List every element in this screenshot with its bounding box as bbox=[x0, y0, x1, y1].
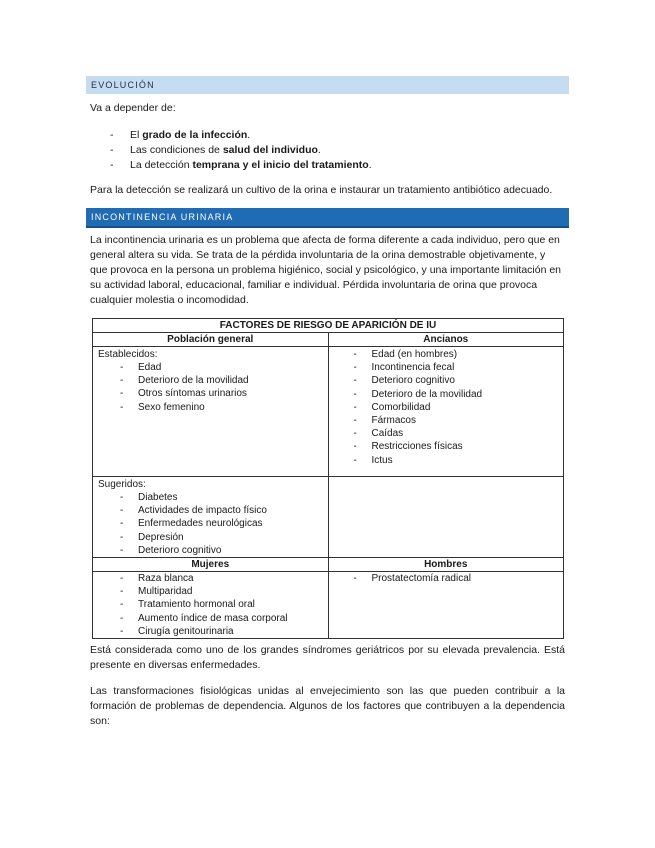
after-table-paragraph-2: Las transformaciones fisiológicas unidas al envejecimiento son las que pueden contribuir a la formación de problemas de dependencia. Algunos de los factores que contribuyen a la dependencia son: bbox=[90, 685, 565, 727]
col-header-mujeres: Mujeres bbox=[93, 558, 329, 572]
list-item: - Deterioro cognitivo bbox=[98, 544, 323, 557]
list-item: - Incontinencia fecal bbox=[334, 361, 559, 374]
section-heading-evolucion: EVOLUCIÓN bbox=[86, 76, 569, 94]
list-item: - Otros síntomas urinarios bbox=[98, 387, 323, 400]
cell-empty bbox=[328, 477, 564, 558]
sugeridos-list bbox=[98, 491, 323, 557]
list-item: - Sexo femenino bbox=[98, 401, 323, 414]
list-item: - Deterioro de la movilidad bbox=[98, 374, 323, 387]
col-header-hombres: Hombres bbox=[328, 558, 564, 572]
establecidos-list bbox=[98, 361, 323, 414]
list-item: - Multiparidad bbox=[98, 585, 323, 598]
evolucion-closing: Para la detección se realizará un cultivo de la orina e instaurar un tratamiento antibiótico adecuado. bbox=[90, 184, 553, 196]
list-item: - Enfermedades neurológicas bbox=[98, 517, 323, 530]
list-item: - Raza blanca bbox=[98, 572, 323, 585]
list-item: - Caídas bbox=[334, 427, 559, 440]
list-item: - Deterioro de la movilidad bbox=[334, 388, 559, 401]
list-item: - Ictus bbox=[334, 454, 559, 467]
mujeres-list bbox=[98, 572, 323, 638]
cell-sugeridos bbox=[93, 477, 329, 558]
ancianos-list bbox=[334, 348, 559, 467]
list-item: - Fármacos bbox=[334, 414, 559, 427]
list-item: - Edad (en hombres) bbox=[334, 348, 559, 361]
hombres-list bbox=[334, 572, 559, 585]
cell-mujeres bbox=[93, 572, 329, 639]
list-item: - Edad bbox=[98, 361, 323, 374]
list-item: - Prostatectomía radical bbox=[334, 572, 559, 585]
list-item: - Deterioro cognitivo bbox=[334, 374, 559, 387]
list-item: - Depresión bbox=[98, 531, 323, 544]
table-title: FACTORES DE RIESGO DE APARICIÓN DE IU bbox=[93, 319, 564, 333]
evolucion-item-2: - Las condiciones de salud del individuo. bbox=[110, 144, 321, 156]
list-item: - Diabetes bbox=[98, 491, 323, 504]
evolucion-item-3: - La detección temprana y el inicio del tratamiento. bbox=[110, 159, 372, 171]
list-item: - Actividades de impacto físico bbox=[98, 504, 323, 517]
list-item: - Tratamiento hormonal oral bbox=[98, 598, 323, 611]
evolucion-intro: Va a depender de: bbox=[90, 102, 176, 114]
incontinencia-paragraph: La incontinencia urinaria es un problema que afecta de forma diferente a cada individuo, pero que en general altera su vida. Se trata de la pérdida involuntaria de la orina demostrable objetivamente, y que provoca en la persona un problema higiénico, social y psicológico, y una importante limitación en su actividad laboral, educacional, familiar e individual. Pérdida involuntaria de orina que provoca cualquier molestia o incomodidad. bbox=[90, 234, 562, 306]
cell-ancianos bbox=[328, 347, 564, 477]
cell-establecidos bbox=[93, 347, 329, 477]
list-item: - Restricciones físicas bbox=[334, 440, 559, 453]
list-item: - Cirugía genitourinaria bbox=[98, 625, 323, 638]
after-table-paragraph-1: Está considerada como uno de los grandes síndromes geriátricos por su elevada prevalencia. Está presente en diversas enfermedades. bbox=[90, 644, 565, 671]
cell-hombres bbox=[328, 572, 564, 639]
evolucion-item-1: - El grado de la infección. bbox=[110, 129, 251, 141]
list-item: - Comorbilidad bbox=[334, 401, 559, 414]
section-heading-incontinencia: INCONTINENCIA URINARIA bbox=[86, 208, 569, 228]
col-header-general: Población general bbox=[93, 333, 329, 347]
risk-factors-table bbox=[92, 318, 564, 639]
sugeridos-label: Sugeridos: bbox=[98, 479, 146, 490]
establecidos-label: Establecidos: bbox=[98, 349, 158, 360]
list-item: - Aumento índice de masa corporal bbox=[98, 612, 323, 625]
col-header-ancianos: Ancianos bbox=[328, 333, 564, 347]
